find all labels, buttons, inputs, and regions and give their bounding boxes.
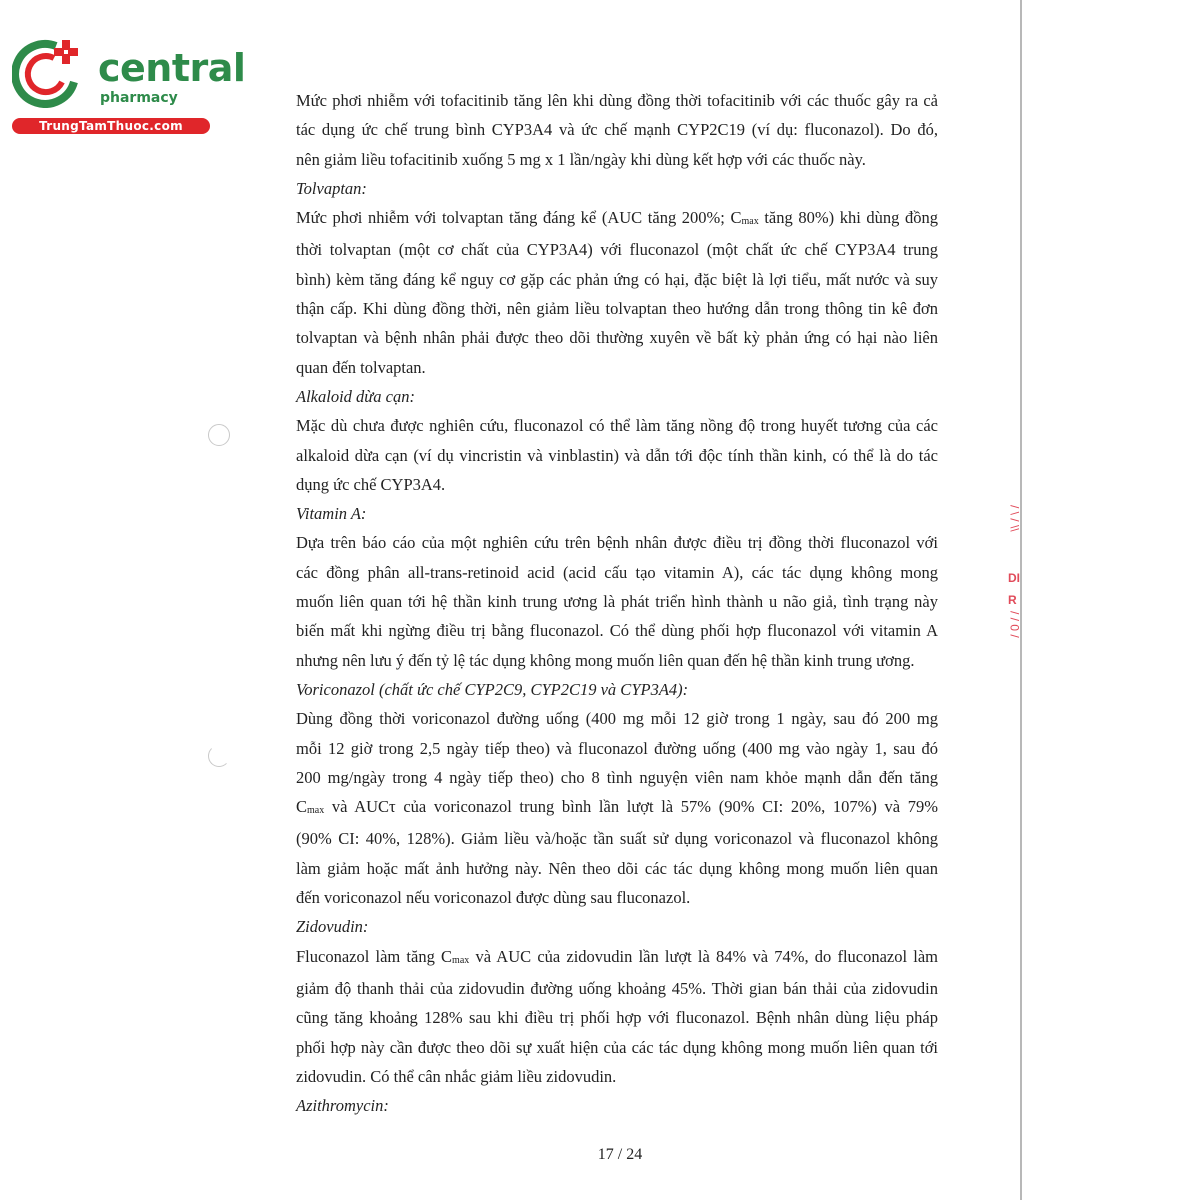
paragraph-line: thời tolvaptan (một cơ chất của CYP3A4) với fluconazol (một chất ức chế CYP3A4 trung: [296, 240, 938, 260]
paragraph-line: alkaloid dừa cạn (ví dụ vincristin và vinblastin) và dẫn tới độc tính thần kinh, có thể là do tác: [296, 445, 938, 465]
paragraph-line: Mặc dù chưa được nghiên cứu, fluconazol có thể làm tăng nồng độ trong huyết tương của các: [296, 416, 938, 436]
logo-site-badge: TrungTamThuoc.com: [12, 118, 210, 134]
paragraph-line: dụng ức chế CYP3A4.: [296, 474, 446, 494]
logo-brand-text: central: [98, 46, 246, 90]
paragraph-line: phối hợp này cần được theo dõi sự xuất hiện của các tác dụng không mong muốn liên quan tới: [296, 1037, 938, 1057]
section-heading-vitamin-a: Vitamin A:: [296, 504, 367, 524]
paragraph-line: Mức phơi nhiễm với tofacitinib tăng lên khi dùng đồng thời tofacitinib với các thuốc gây ra cả: [296, 91, 938, 110]
paragraph-line: muốn liên quan tới hệ thần kinh trung ương là phát triển hình thành u não giả, tình trạng này: [296, 592, 938, 612]
paragraph-line: zidovudin. Có thể cân nhắc giảm liều zidovudin.: [296, 1066, 617, 1086]
logo-mark-icon: [12, 38, 82, 108]
paragraph-line: 200 mg/ngày trong 4 ngày tiếp theo) cho 8 tình nguyện viên nam khỏe mạnh dẫn đến tăng: [296, 767, 938, 787]
logo-sub-text: pharmacy: [100, 90, 178, 106]
paragraph-line: (90% CI: 40%, 128%). Giảm liều và/hoặc tần suất sử dụng voriconazol và fluconazol không: [296, 829, 938, 849]
paragraph-line: giảm độ thanh thải của zidovudin đường uống khoảng 45%. Thời gian bán thải của zidovudin: [296, 978, 938, 998]
page-number: 17 / 24: [597, 1146, 643, 1163]
paragraph-line: các đồng phân all-trans-retinoid acid (acid cấu tạo vitamin A), các tác dụng không mong: [296, 562, 938, 582]
paragraph-line: nên giảm liều tofacitinib xuống 5 mg x 1 lần/ngày khi dùng kết hợp với các thuốc này.: [296, 149, 866, 169]
paragraph-line: cũng tăng khoảng 128% sau khi điều trị phối hợp với fluconazol. Bệnh nhân dùng liệu pháp: [296, 1008, 938, 1028]
punch-hole-bottom: [208, 745, 230, 767]
paragraph-line: bình) kèm tăng đáng kể nguy cơ gặp các phản ứng có hại, đặc biệt là lợi tiểu, mất nước và suy: [296, 269, 938, 289]
pharmacy-logo: [10, 38, 246, 138]
paragraph-line: tác dụng ức chế trung bình CYP3A4 và ức chế mạnh CYP2C19 (ví dụ: fluconazol). Do đó,: [296, 120, 938, 140]
paragraph-line: Mức phơi nhiễm với tolvaptan tăng đáng kể (AUC tăng 200%; $C_{max}$ tăng 80%) khi dùng đồng: [296, 208, 938, 228]
section-heading-zidovudin: Zidovudin:: [296, 917, 369, 937]
paragraph-line: $C_{max}$ và AUCτ của voriconazol trung bình lần lượt là 57% (90% CI: 20%, 107%) và 79%: [296, 797, 938, 817]
section-heading-azithromycin: Azithromycin:: [296, 1096, 389, 1116]
section-heading-voriconazol: Voriconazol (chất ức chế CYP2C9, CYP2C19 và CYP3A4):: [296, 679, 689, 699]
paragraph-line: biến mất khi ngừng điều trị bằng fluconazol. Có thể dùng phối hợp fluconazol với vitamin A: [296, 621, 938, 641]
paragraph-line: nhưng nên lưu ý đến tỷ lệ tác dụng không mong muốn liên quan đến hệ thần kinh trung ương.: [296, 650, 915, 670]
paragraph-line: quan đến tolvaptan.: [296, 357, 426, 377]
document-body: [296, 86, 938, 1120]
punch-hole-top: [208, 424, 230, 446]
section-heading-alkaloid: Alkaloid dừa cạn:: [296, 386, 415, 406]
paragraph-line: làm giảm hoặc mất ảnh hưởng này. Nên theo dõi các tác dụng không mong muốn liên quan: [296, 858, 938, 878]
paragraph-line: Dùng đồng thời voriconazol đường uống (400 mg mỗi 12 giờ trong 1 ngày, sau đó 200 mg: [296, 709, 938, 729]
paragraph-line: Fluconazol làm tăng $C_{max}$ và AUC của zidovudin lần lượt là 84% và 74%, do fluconazol làm: [296, 946, 939, 966]
red-stamp-marks: \\ / \ / DI R / 0 / /: [1008, 505, 1022, 638]
paragraph-line: mỗi 12 giờ trong 2,5 ngày tiếp theo) và fluconazol đường uống (400 mg vào ngày 1, sau đó: [296, 738, 938, 758]
paragraph-line: thận cấp. Khi dùng đồng thời, nên giảm liều tolvaptan theo hướng dẫn trong thông tin kê đơn: [296, 299, 938, 319]
paragraph-line: đến voriconazol nếu voriconazol được dùng sau fluconazol.: [296, 888, 691, 908]
paragraph-line: Dựa trên báo cáo của một nghiên cứu trên bệnh nhân được điều trị đồng thời fluconazol với: [296, 533, 938, 553]
section-heading-tolvaptan: Tolvaptan:: [296, 178, 367, 198]
paragraph-line: tolvaptan và bệnh nhân phải được theo dõi thường xuyên về bất kỳ phản ứng có hại nào liên: [296, 328, 938, 348]
